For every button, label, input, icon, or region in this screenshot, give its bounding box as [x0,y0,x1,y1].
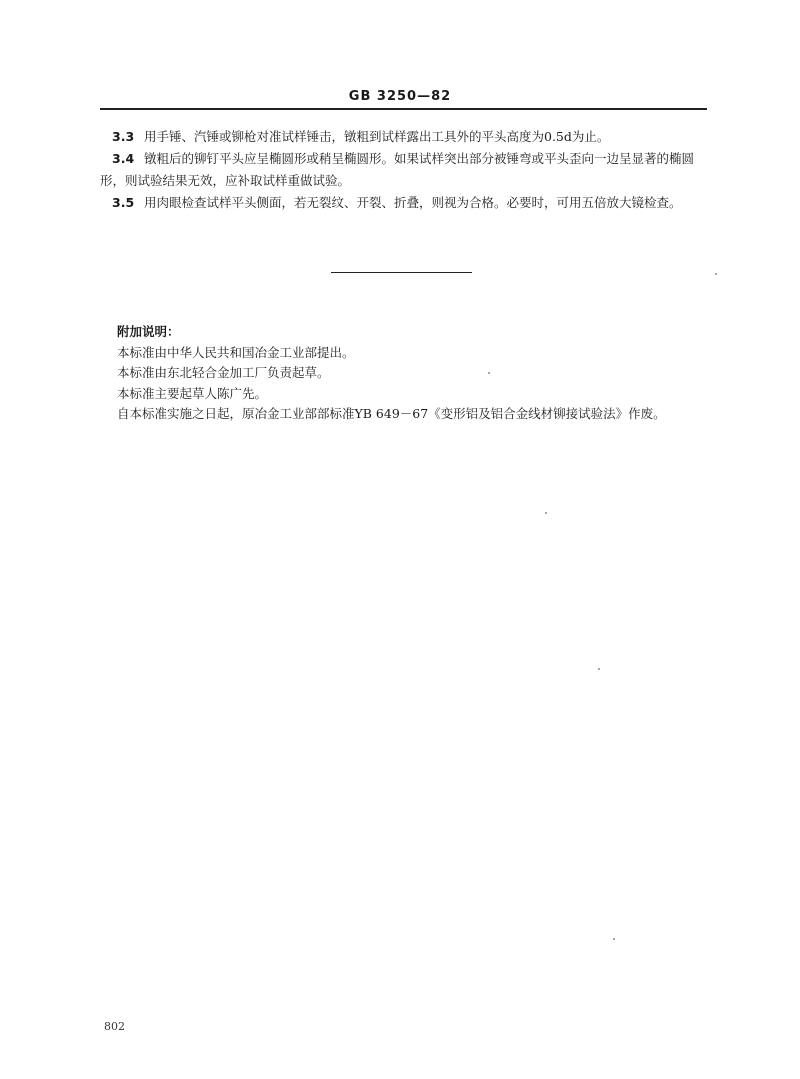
clause-text: 用手锤、汽锤或铆枪对准试样锤击，镦粗到试样露出工具外的平头高度为0.5d为止。 [144,129,610,144]
additional-note [100,322,710,425]
clause-3-3 [100,126,708,148]
clause-3-5 [100,192,708,214]
page-number: 802 [104,1020,125,1033]
clause-number: 3.3 [112,129,135,144]
section-end-divider [331,272,472,273]
scan-speck [488,372,490,374]
additional-note-line: 本标准由中华人民共和国冶金工业部提出。 [117,344,355,360]
additional-note-line: 自本标准实施之日起，原冶金工业部部标准YB 649－67《变形铝及铝合金线材铆接试验法》作废。 [117,406,666,421]
clause-number: 3.4 [112,151,135,166]
clause-text: 镦粗后的铆钉平头应呈椭圆形或稍呈椭圆形。如果试样突出部分被锤弯或平头歪向一边呈显著的椭圆形，则试验结果无效，应补取试样重做试验。 [100,151,695,188]
additional-note-line: 本标准由东北轻合金加工厂负责起草。 [117,365,330,380]
scan-speck [545,512,547,514]
scan-speck [598,668,600,670]
page-header-title: GB 3250—82 [348,89,452,104]
additional-note-title: 附加说明： [117,324,180,339]
header-divider [100,108,707,110]
clause-number: 3.5 [112,195,135,210]
clause-text: 用肉眼检查试样平头侧面，若无裂纹、开裂、折叠，则视为合格。必要时，可用五倍放大镜检查。 [144,195,682,210]
additional-note-line: 本标准主要起草人陈广先。 [117,385,268,401]
scan-speck [715,273,717,275]
clause-3-4 [100,148,708,192]
scan-speck [613,938,615,940]
